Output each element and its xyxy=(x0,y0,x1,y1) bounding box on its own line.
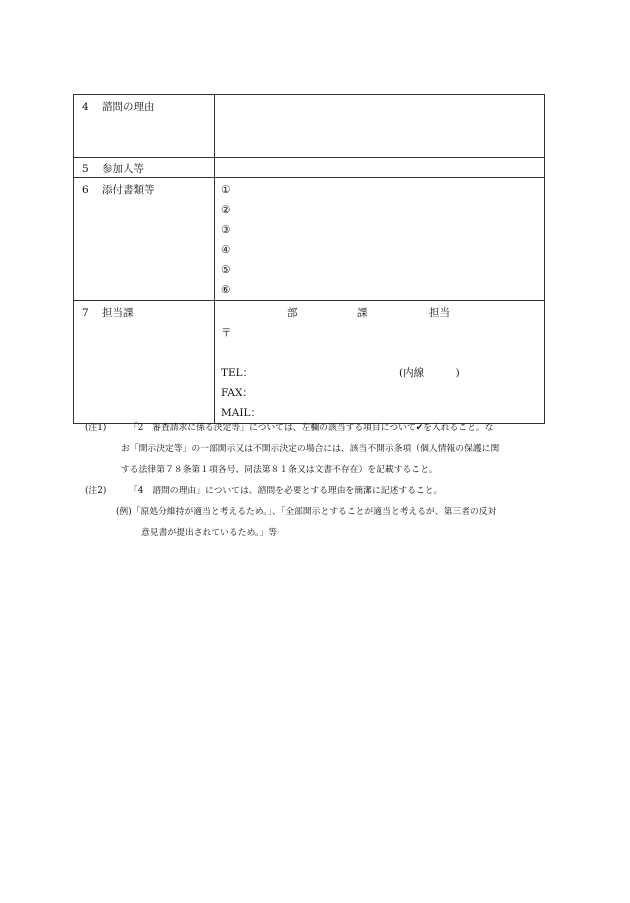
extension-label: (内線 ) xyxy=(399,367,460,379)
label-cell xyxy=(74,301,215,424)
row-attachments xyxy=(74,178,545,301)
row-label: 諮問の理由 xyxy=(102,101,155,113)
inquiry-reason-field[interactable] xyxy=(215,95,545,158)
row-label: 参加人等 xyxy=(102,163,144,175)
postal-mark: 〒 xyxy=(221,327,232,339)
attachment-item: ② xyxy=(221,204,231,216)
spacer xyxy=(221,343,544,363)
attachment-item: ⑥ xyxy=(221,284,231,296)
row-participants xyxy=(74,158,545,178)
tel-label: TEL： xyxy=(221,367,254,379)
note-1-line-3: する法律第７８条第１項各号、同法第８１条又は文書不存在）を記載すること。 xyxy=(121,465,438,475)
row-label: 添付書類等 xyxy=(102,184,155,196)
example-line-2: 意見書が提出されているため。」等 xyxy=(141,528,277,538)
note-1-line-1 xyxy=(85,418,555,439)
notes-section xyxy=(85,418,555,544)
note-2-line-1 xyxy=(85,481,555,502)
department-header xyxy=(221,303,544,323)
mail-label: MAIL： xyxy=(221,407,261,419)
row-label: 担当課 xyxy=(102,307,134,319)
attachment-item: ⑤ xyxy=(221,264,231,276)
row-number: 4 xyxy=(82,101,89,113)
tel-line xyxy=(221,363,544,383)
label-cell xyxy=(74,178,215,301)
attachments-field[interactable] xyxy=(215,178,545,301)
note-2-text: 「4 諮問の理由」については、諮問を必要とする理由を簡潔に記述すること。 xyxy=(129,486,443,496)
row-inquiry-reason xyxy=(74,95,545,158)
ka-label: 課 xyxy=(357,307,368,319)
label-cell xyxy=(74,95,215,158)
note-1-text: 「2 審査請求に係る決定等」については、左欄の該当する項目について✔を入れること。な xyxy=(129,423,494,433)
example-line-1: (例)「原処分維持が適当と考えるため。」、「全部開示とすることが適当と考えるが、第三者の反対 xyxy=(116,507,497,517)
row-number: 6 xyxy=(82,184,89,196)
row-number: 5 xyxy=(82,163,89,175)
attachment-item: ③ xyxy=(221,224,231,236)
note-1-line-2: お「開示決定等」の一部開示又は不開示決定の場合には、該当不開示条項（個人情報の保護に関 xyxy=(121,444,500,454)
attachment-item: ① xyxy=(221,184,231,196)
inquiry-form-table xyxy=(73,94,545,424)
attachment-item: ④ xyxy=(221,244,231,256)
department-field[interactable] xyxy=(215,301,545,424)
note-2-mark: (注2) xyxy=(85,486,107,496)
bu-label: 部 xyxy=(287,307,298,319)
fax-label: FAX： xyxy=(221,387,253,399)
row-department xyxy=(74,301,545,424)
note-1-mark: (注1) xyxy=(85,423,107,433)
tanto-label: 担当 xyxy=(429,307,450,319)
row-number: 7 xyxy=(82,307,89,319)
participants-field[interactable] xyxy=(215,158,545,178)
label-cell xyxy=(74,158,215,178)
